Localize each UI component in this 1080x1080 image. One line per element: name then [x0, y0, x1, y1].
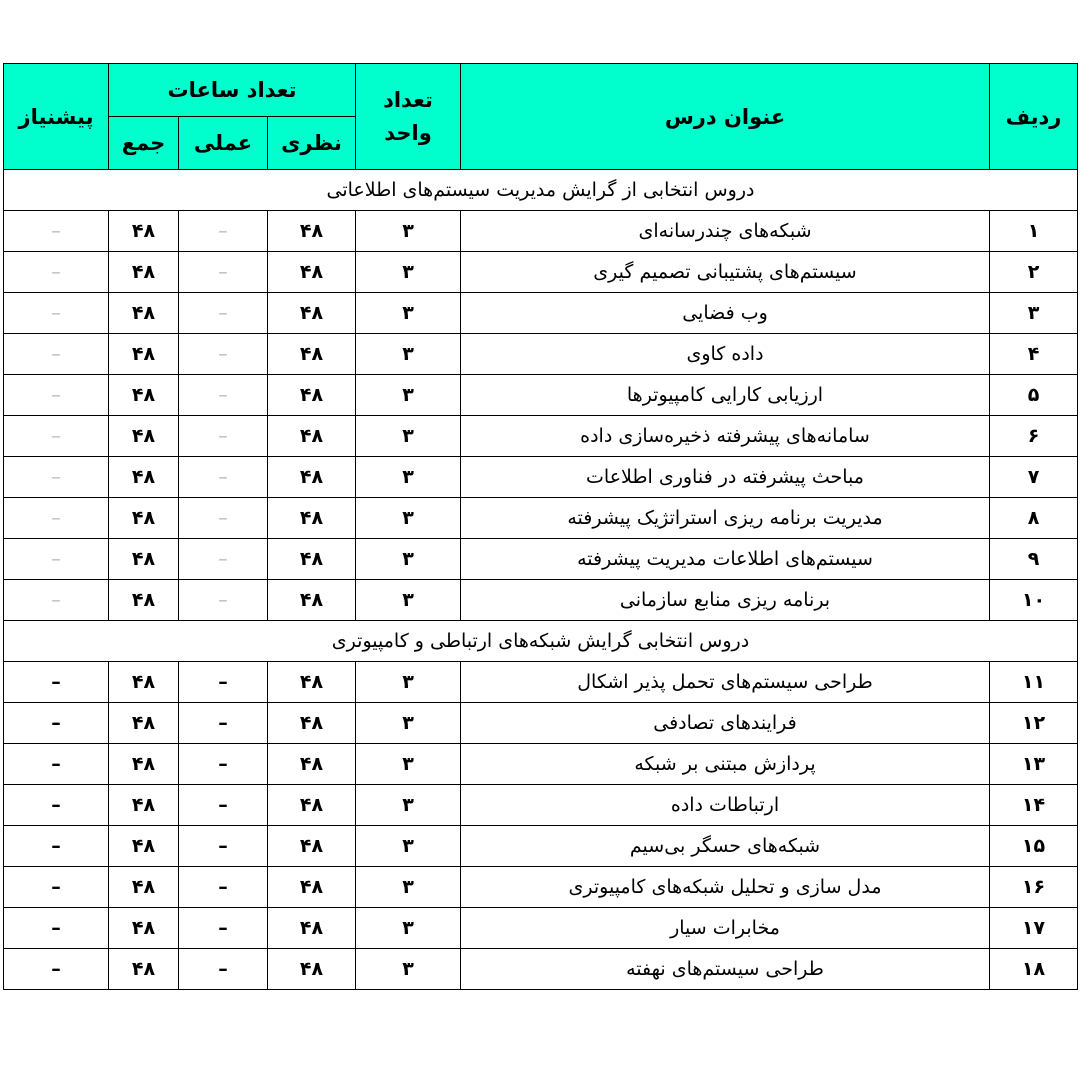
table-row [4, 703, 1078, 744]
theory-hours-cell: ۴۸ [268, 908, 356, 949]
total-hours-cell: ۴۸ [109, 580, 179, 621]
row-number-cell: ۱۴ [990, 785, 1078, 826]
course-title-cell: ارزیابی کارایی کامپیوترها [461, 375, 990, 416]
units-cell: ۳ [356, 826, 461, 867]
units-cell: ۳ [356, 908, 461, 949]
table-row [4, 580, 1078, 621]
course-title-cell: شبکه‌های حسگر بی‌سیم [461, 826, 990, 867]
prereq-cell: – [4, 785, 109, 826]
table-body [4, 170, 1078, 990]
prereq-cell: – [4, 703, 109, 744]
total-hours-cell: ۴۸ [109, 908, 179, 949]
theory-hours-cell: ۴۸ [268, 867, 356, 908]
header-theory: نظری [268, 117, 356, 170]
units-cell: ۳ [356, 293, 461, 334]
practical-hours-cell: – [179, 826, 268, 867]
total-hours-cell: ۴۸ [109, 826, 179, 867]
row-number-cell: ۳ [990, 293, 1078, 334]
row-number-cell: ۱۰ [990, 580, 1078, 621]
header-title: عنوان درس [461, 64, 990, 170]
total-hours-cell: ۴۸ [109, 334, 179, 375]
total-hours-cell: ۴۸ [109, 785, 179, 826]
total-hours-cell: ۴۸ [109, 703, 179, 744]
theory-hours-cell: ۴۸ [268, 252, 356, 293]
prereq-cell: – [4, 662, 109, 703]
table-row [4, 252, 1078, 293]
table-row [4, 867, 1078, 908]
row-number-cell: ۱ [990, 211, 1078, 252]
row-number-cell: ۱۸ [990, 949, 1078, 990]
theory-hours-cell: ۴۸ [268, 293, 356, 334]
table-row [4, 539, 1078, 580]
theory-hours-cell: ۴۸ [268, 539, 356, 580]
header-total: جمع [109, 117, 179, 170]
header-units-line1: تعداد [383, 87, 433, 112]
row-number-cell: ۲ [990, 252, 1078, 293]
prereq-cell: – [4, 908, 109, 949]
prereq-cell: – [4, 867, 109, 908]
practical-hours-cell: – [179, 539, 268, 580]
prereq-cell: – [4, 826, 109, 867]
table-row [4, 211, 1078, 252]
table-row [4, 293, 1078, 334]
prereq-cell: – [4, 334, 109, 375]
section-title: دروس انتخابی گرایش شبکه‌های ارتباطی و کامپیوتری [4, 621, 1078, 662]
prereq-cell: – [4, 293, 109, 334]
theory-hours-cell: ۴۸ [268, 580, 356, 621]
units-cell: ۳ [356, 252, 461, 293]
practical-hours-cell: – [179, 867, 268, 908]
total-hours-cell: ۴۸ [109, 949, 179, 990]
row-number-cell: ۱۵ [990, 826, 1078, 867]
practical-hours-cell: – [179, 744, 268, 785]
theory-hours-cell: ۴۸ [268, 375, 356, 416]
theory-hours-cell: ۴۸ [268, 334, 356, 375]
prereq-cell: – [4, 211, 109, 252]
section-row [4, 621, 1078, 662]
prereq-cell: – [4, 457, 109, 498]
table-row [4, 785, 1078, 826]
row-number-cell: ۹ [990, 539, 1078, 580]
course-table [3, 63, 1078, 990]
table-row [4, 416, 1078, 457]
practical-hours-cell: – [179, 293, 268, 334]
course-title-cell: سیستم‌های پشتیبانی تصمیم گیری [461, 252, 990, 293]
practical-hours-cell: – [179, 252, 268, 293]
prereq-cell: – [4, 375, 109, 416]
header-units-line2: واحد [384, 120, 432, 145]
table-row [4, 498, 1078, 539]
table-row [4, 949, 1078, 990]
units-cell: ۳ [356, 662, 461, 703]
section-row [4, 170, 1078, 211]
course-title-cell: طراحی سیستم‌های نهفته [461, 949, 990, 990]
total-hours-cell: ۴۸ [109, 744, 179, 785]
theory-hours-cell: ۴۸ [268, 498, 356, 539]
practical-hours-cell: – [179, 662, 268, 703]
total-hours-cell: ۴۸ [109, 375, 179, 416]
practical-hours-cell: – [179, 334, 268, 375]
header-prereq: پیشنیاز [4, 64, 109, 170]
units-cell: ۳ [356, 375, 461, 416]
header-hours: تعداد ساعات [109, 64, 356, 117]
header-practical: عملی [179, 117, 268, 170]
table-row [4, 826, 1078, 867]
course-title-cell: مخابرات سیار [461, 908, 990, 949]
prereq-cell: – [4, 539, 109, 580]
units-cell: ۳ [356, 867, 461, 908]
course-title-cell: مدیریت برنامه ریزی استراتژیک پیشرفته [461, 498, 990, 539]
units-cell: ۳ [356, 785, 461, 826]
course-title-cell: ارتباطات داده [461, 785, 990, 826]
theory-hours-cell: ۴۸ [268, 703, 356, 744]
table-row [4, 744, 1078, 785]
total-hours-cell: ۴۸ [109, 211, 179, 252]
theory-hours-cell: ۴۸ [268, 457, 356, 498]
course-title-cell: سامانه‌های پیشرفته ذخیره‌سازی داده [461, 416, 990, 457]
row-number-cell: ۱۳ [990, 744, 1078, 785]
total-hours-cell: ۴۸ [109, 457, 179, 498]
course-title-cell: سیستم‌های اطلاعات مدیریت پیشرفته [461, 539, 990, 580]
practical-hours-cell: – [179, 908, 268, 949]
practical-hours-cell: – [179, 416, 268, 457]
total-hours-cell: ۴۸ [109, 867, 179, 908]
course-title-cell: پردازش مبتنی بر شبکه [461, 744, 990, 785]
practical-hours-cell: – [179, 785, 268, 826]
units-cell: ۳ [356, 334, 461, 375]
row-number-cell: ۷ [990, 457, 1078, 498]
row-number-cell: ۵ [990, 375, 1078, 416]
row-number-cell: ۱۲ [990, 703, 1078, 744]
theory-hours-cell: ۴۸ [268, 826, 356, 867]
header-row-no: ردیف [990, 64, 1078, 170]
total-hours-cell: ۴۸ [109, 293, 179, 334]
row-number-cell: ۸ [990, 498, 1078, 539]
table-row [4, 334, 1078, 375]
theory-hours-cell: ۴۸ [268, 744, 356, 785]
practical-hours-cell: – [179, 498, 268, 539]
row-number-cell: ۱۶ [990, 867, 1078, 908]
practical-hours-cell: – [179, 580, 268, 621]
table-row [4, 457, 1078, 498]
table-row [4, 908, 1078, 949]
total-hours-cell: ۴۸ [109, 662, 179, 703]
course-title-cell: طراحی سیستم‌های تحمل پذیر اشکال [461, 662, 990, 703]
units-cell: ۳ [356, 416, 461, 457]
units-cell: ۳ [356, 457, 461, 498]
units-cell: ۳ [356, 498, 461, 539]
practical-hours-cell: – [179, 375, 268, 416]
total-hours-cell: ۴۸ [109, 416, 179, 457]
units-cell: ۳ [356, 539, 461, 580]
practical-hours-cell: – [179, 457, 268, 498]
prereq-cell: – [4, 744, 109, 785]
row-number-cell: ۶ [990, 416, 1078, 457]
table-row [4, 662, 1078, 703]
row-number-cell: ۱۷ [990, 908, 1078, 949]
course-title-cell: داده کاوی [461, 334, 990, 375]
total-hours-cell: ۴۸ [109, 252, 179, 293]
units-cell: ۳ [356, 703, 461, 744]
course-title-cell: مدل سازی و تحلیل شبکه‌های کامپیوتری [461, 867, 990, 908]
prereq-cell: – [4, 252, 109, 293]
practical-hours-cell: – [179, 703, 268, 744]
course-title-cell: فرایندهای تصادفی [461, 703, 990, 744]
course-title-cell: مباحث پیشرفته در فناوری اطلاعات [461, 457, 990, 498]
prereq-cell: – [4, 949, 109, 990]
table-header [4, 64, 1078, 170]
theory-hours-cell: ۴۸ [268, 416, 356, 457]
prereq-cell: – [4, 416, 109, 457]
prereq-cell: – [4, 498, 109, 539]
theory-hours-cell: ۴۸ [268, 211, 356, 252]
units-cell: ۳ [356, 580, 461, 621]
course-title-cell: وب فضایی [461, 293, 990, 334]
course-title-cell: برنامه ریزی منابع سازمانی [461, 580, 990, 621]
section-title: دروس انتخابی از گرایش مدیریت سیستم‌های اطلاعاتی [4, 170, 1078, 211]
row-number-cell: ۴ [990, 334, 1078, 375]
practical-hours-cell: – [179, 211, 268, 252]
row-number-cell: ۱۱ [990, 662, 1078, 703]
units-cell: ۳ [356, 211, 461, 252]
course-title-cell: شبکه‌های چندرسانه‌ای [461, 211, 990, 252]
table-row [4, 375, 1078, 416]
prereq-cell: – [4, 580, 109, 621]
theory-hours-cell: ۴۸ [268, 662, 356, 703]
practical-hours-cell: – [179, 949, 268, 990]
units-cell: ۳ [356, 949, 461, 990]
total-hours-cell: ۴۸ [109, 539, 179, 580]
units-cell: ۳ [356, 744, 461, 785]
theory-hours-cell: ۴۸ [268, 949, 356, 990]
header-units [356, 64, 461, 170]
theory-hours-cell: ۴۸ [268, 785, 356, 826]
total-hours-cell: ۴۸ [109, 498, 179, 539]
